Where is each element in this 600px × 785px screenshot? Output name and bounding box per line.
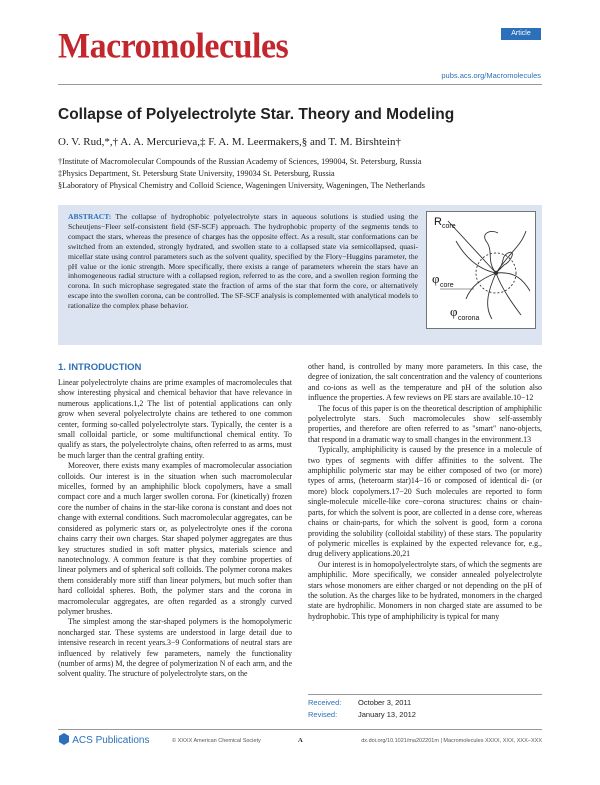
paragraph: The focus of this paper is on the theoretical description of amphiphilic polyelectrolyte stars. Such macromolecules show self-assembly properties, and therefore are often referred to as "smart" nano-objects, that respond in a dramatic way to small changes in the environment.13 [308, 403, 542, 444]
body-column-right [308, 362, 542, 622]
paragraph: Our interest is in homopolyelectrolyte stars, of which the segments are amphiphilic. More specifically, we consider annealed polyelectrolyte stars whose monomers are either charged or not depending on the pH of the solution. As the charges like to be hydrated, monomers in the charged state are hydrophilic. Monomers in non charged state are assumed to be hydrophobic. This type of amphiphilicity is typical for many [308, 559, 542, 621]
acs-hexagon-icon [58, 733, 70, 745]
paragraph: Typically, amphiphilicity is caused by the presence in a molecule of two types of segments with differ affinities to the solvent. The amphiphilic polymeric star may be either composed of two (or more) types of arms, (heteroarm star)14−16 or composed of identical di- (or more) block copolymers.17−20 Such molecules are reported to form single-molecule micelle-like core−corona structures: chains or chain-parts, for which the solvent is poor, are collected in a dense core, whereas chains or chain-parts, for which the solvent is good, form a corona providing the solubility (colloidal stability) of these stars. The popularity of polymeric micelles is explained by the expected relevance for, e.g., drug delivery applications.20,21 [308, 445, 542, 559]
abstract-text [68, 212, 418, 311]
acs-publications-logo [58, 733, 150, 746]
footer-divider [58, 729, 542, 730]
phi-core-label: φ [432, 271, 440, 286]
article-title: Collapse of Polyelectrolyte Star. Theory and Modeling [58, 106, 455, 123]
page-number: A [298, 737, 303, 744]
phi-corona-label: φ [450, 304, 458, 319]
doi-link[interactable]: dx.doi.org/10.1021/ma202201m | Macromolecules XXXX, XXX, XXX−XXX [361, 738, 542, 744]
copyright-notice: © XXXX American Chemical Society [172, 738, 261, 744]
phi-core-subscript: core [440, 282, 454, 289]
r-core-subscript: core [442, 223, 456, 230]
article-dates [308, 698, 416, 719]
author-list: O. V. Rud,*,† A. A. Mercurieva,‡ F. A. M. Leermakers,§ and T. M. Birshtein† [58, 136, 401, 148]
paragraph: Moreover, there exists many examples of macromolecular association colloids. Our interest is in the situation when such macromolecular micelles, formed by an amphiphilic block copolymers, have a small compact core and a much larger swollen corona. For (kinetically) frozen core the number of chains in the star-like corona is constant and does not change with external conditions. Such macromolecular aggregates, can be considered as polymeric stars or, as polyelectrolyte ones if the corona chains carry their own charges. Star shaped polymer aggregates are thus key structures studied in soft matter physics, materials science and nanotechnology. A common feature is that they combine properties of linear polymers and of spherical soft colloids. The polymer corona makes them considerably more stiff than linear polymers, but much softer than hard colloidal spheres. Both, the polymer stars and the corona in macromolecular aggregates, are often regarded as a strongly curved polymer brushes. [58, 461, 292, 616]
revised-date: January 13, 2012 [358, 710, 416, 719]
affiliation-2: ‡Physics Department, St. Petersburg State University, 199034 St. Petersburg, Russia [58, 169, 335, 178]
abstract-body: The collapse of hydrophobic polyelectrolyte stars in aqueous solutions is studied using the Scheutjens−Fleer self-consistent field (SF-SCF) approach. The hydrophobic property of the segments tends to compact the stars, whereas the presence of charges has the opposite effect. As a result, star conformations can be switched from an extended, strongly hydrated, and swollen state to a collapsed state via semicollapsed, quasi-micellar state using control parameters such as the solvent quality, specified by the Flory−Huggins parameter, the pH value or the ionic strength. More specifically, there exists a range of parameters wherein the stars have an inhomogeneous radial structure with a collapsed region, referred to as the core, and a swollen region forming the corona. In such microphase segregated state the fraction of arms of the star that form the core, or alternatively escape into the swollen corona, can be controlled. The SF-SCF analysis is complemented with analytical models to rationalize the complex phase behavior. [68, 212, 418, 311]
received-label: Received: [308, 698, 342, 707]
body-column-left [58, 378, 292, 680]
article-type-badge: Article [501, 28, 541, 40]
journal-logo: Macromolecules [58, 27, 289, 66]
toc-graphic [426, 211, 536, 329]
abstract-box [58, 205, 542, 345]
star-schematic-svg [426, 211, 536, 329]
revised-label: Revised: [308, 710, 338, 719]
affiliation-3: §Laboratory of Physical Chemistry and Colloid Science, Wageningen University, Wageningen, The Netherlands [58, 181, 425, 190]
received-date: October 3, 2011 [358, 698, 412, 707]
affiliation-1: †Institute of Macromolecular Compounds of the Russian Academy of Sciences, 199004, St. Petersburg, Russia [58, 157, 422, 166]
paragraph: The simplest among the star-shaped polymers is the homopolymeric noncharged star. These systems are understood in large detail due to intensive research in recent years.3−9 Conformations of neutral stars are influenced by relatively few parameters, namely the functionality (number of arms) M, the degree of polymerization N of each arm, and the solvent quality. The structure of polyelectrolyte stars, on the [58, 617, 292, 679]
journal-url-link[interactable]: pubs.acs.org/Macromolecules [441, 71, 541, 80]
paragraph: Linear polyelectrolyte chains are prime examples of macromolecules that show interesting physical and chemical behavior that have relevance in numerous applications.1,2 The list of potential applications can only grow when several polyelectrolyte chains are tethered to one common center, forming so-called polyelectrolyte stars. Typically, the center is a small colloidal particle, or some multifunctional chemical entity. To qualify as stars, the polyelectrolyte chains, often referred to as arms, must be much larger than the central grafting entity. [58, 378, 292, 460]
phi-corona-subscript: corona [458, 315, 480, 322]
dates-divider [308, 694, 542, 695]
paragraph: other hand, is controlled by many more parameters. In this case, the degree of ionization, the salt concentration and the valency of counterions and co-ions as well as the temperature and pH of the solution also influence the properties. A few reviews on PE stars are available.10−12 [308, 362, 542, 403]
publisher-name: ACS Publications [72, 735, 150, 746]
section-heading-introduction: 1. INTRODUCTION [58, 362, 142, 373]
header-divider [58, 84, 542, 85]
abstract-label: ABSTRACT: [68, 212, 112, 221]
r-core-label: R [434, 216, 442, 228]
